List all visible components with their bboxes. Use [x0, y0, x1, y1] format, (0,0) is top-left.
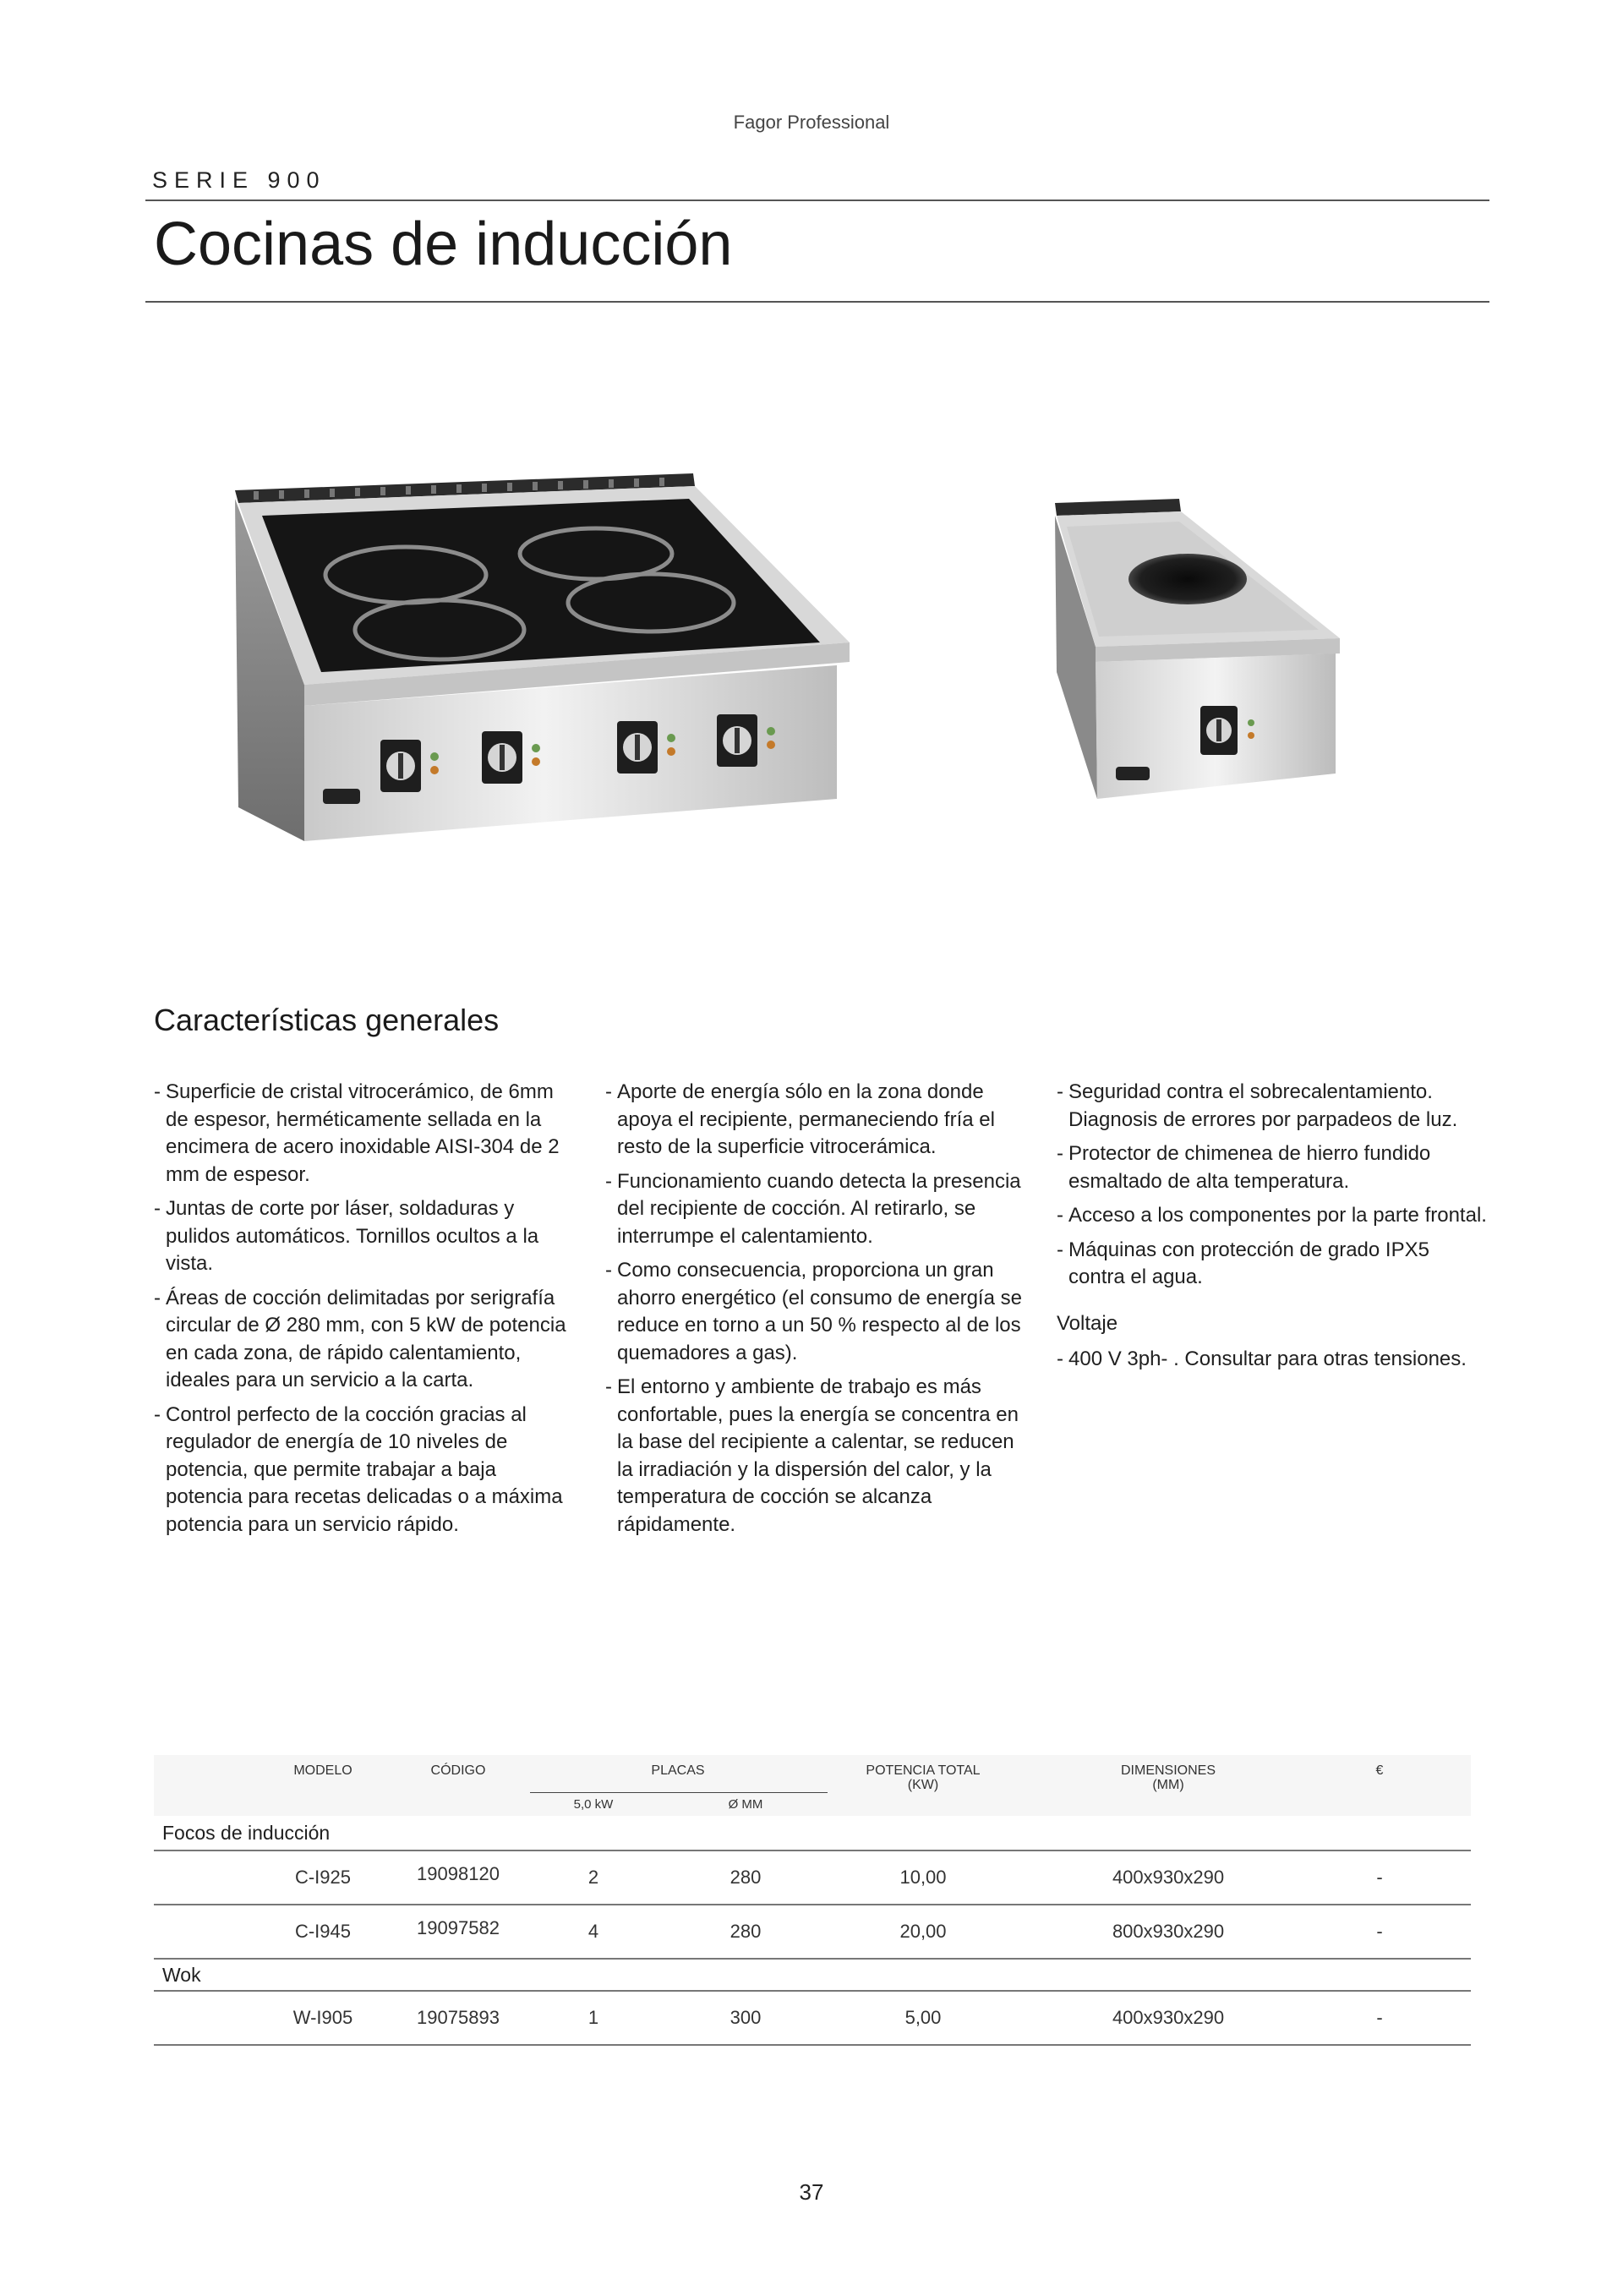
header-placas-kw: 5,0 kW [573, 1797, 614, 1812]
feature-item: - Aporte de energía sólo en la zona donde apoya el recipiente, permaneciendo fría el resto de la superficie vitrocerámica. [605, 1079, 1026, 1162]
feature-item: - Funcionamiento cuando detecta la presencia del recipiente de cocción. Al retirarlo, se interrumpe el calentamiento. [605, 1168, 1026, 1251]
cell-modelo: C-I945 [294, 1921, 352, 1942]
header-modelo: MODELO [293, 1763, 352, 1778]
cell-dimensiones: 800x930x290 [1112, 1921, 1225, 1942]
feature-item: - Acceso a los componentes por la parte frontal. [1057, 1202, 1488, 1230]
table-row [154, 1904, 1471, 1958]
header-placas-mm: Ø MM [728, 1797, 763, 1812]
cell-codigo: 19098120 [417, 1863, 500, 1884]
header-dimensiones [1084, 1763, 1253, 1792]
four-zone-induction-cooktop-image [228, 469, 854, 850]
cell-placas: 2 [587, 1867, 599, 1888]
category-row: Focos de inducción [162, 1822, 331, 1844]
features-column-1 [154, 1079, 568, 1545]
cell-potencia: 10,00 [899, 1867, 947, 1888]
cell-codigo: 19075893 [417, 2007, 500, 2028]
cell-mm: 300 [730, 2007, 762, 2028]
cell-precio: - [1376, 1921, 1383, 1942]
header-precio: € [1375, 1763, 1384, 1778]
header-potencia-label: POTENCIA TOTAL [866, 1763, 981, 1778]
feature-item: - Control perfecto de la cocción gracias al regulador de energía de 10 niveles de potencia, que permite trabajar a baja potencia para recetas delicadas o a máxima potencia para un servicio rápido. [154, 1402, 568, 1539]
cell-codigo: 19097582 [417, 1917, 500, 1938]
cell-mm: 280 [730, 1867, 762, 1888]
header-divider-top [145, 200, 1489, 201]
table-header [154, 1755, 1471, 1816]
cell-dimensiones: 400x930x290 [1112, 1867, 1225, 1888]
features-column-3 [1057, 1079, 1488, 1380]
cell-placas: 1 [587, 2007, 599, 2028]
cell-dimensiones: 400x930x290 [1112, 2007, 1225, 2028]
wok-induction-cooktop-image [1048, 495, 1352, 807]
cell-mm: 280 [730, 1921, 762, 1942]
feature-item: - Superficie de cristal vitrocerámico, de 6mm de espesor, herméticamente sellada en la encimera de acero inoxidable AISI-304 de 2 mm de espesor. [154, 1079, 568, 1189]
feature-item: - Protector de chimenea de hierro fundido esmaltado de alta temperatura. [1057, 1140, 1488, 1195]
cell-precio: - [1376, 2007, 1383, 2028]
header-potencia-unit: (KW) [907, 1778, 939, 1792]
header-codigo: CÓDIGO [430, 1763, 486, 1778]
page-number: 37 [799, 2179, 824, 2205]
cell-potencia: 5,00 [904, 2007, 942, 2028]
cell-modelo: W-I905 [292, 2007, 353, 2028]
features-title: Características generales [154, 1003, 500, 1037]
voltage-item: - 400 V 3ph- . Consultar para otras tensiones. [1057, 1346, 1488, 1374]
table-row [154, 1990, 1471, 2046]
cell-modelo: C-I925 [294, 1867, 352, 1888]
features-column-2 [605, 1079, 1026, 1545]
header-dimensiones-unit: (MM) [1152, 1778, 1184, 1792]
feature-item: - Seguridad contra el sobrecalentamiento. Diagnosis de errores por parpadeos de luz. [1057, 1079, 1488, 1134]
header-dimensiones-label: DIMENSIONES [1120, 1763, 1216, 1778]
feature-item: - Máquinas con protección de grado IPX5 contra el agua. [1057, 1237, 1488, 1292]
models-table [154, 1755, 1471, 2046]
header-divider-bottom [145, 301, 1489, 303]
table-row [154, 1850, 1471, 1904]
header-potencia [830, 1763, 1016, 1792]
feature-item: - Como consecuencia, proporciona un gran ahorro energético (el consumo de energía se reduce en torno a un 50 % respecto al de los quemadores a gas). [605, 1257, 1026, 1367]
cell-placas: 4 [587, 1921, 599, 1942]
feature-item: - Juntas de corte por láser, soldaduras y pulidos automáticos. Tornillos ocultos a la vista. [154, 1195, 568, 1278]
page-title: Cocinas de inducción [154, 210, 733, 278]
series-label: SERIE 900 [152, 167, 326, 193]
feature-item: - Áreas de cocción delimitadas por serigrafía circular de Ø 280 mm, con 5 kW de potencia en cada zona, de rápido calentamiento, ideales para un servicio a la carta. [154, 1285, 568, 1395]
header-placas: PLACAS [651, 1763, 705, 1778]
placas-divider [530, 1792, 828, 1793]
category-row: Wok [154, 1958, 1471, 1990]
feature-item: - El entorno y ambiente de trabajo es más confortable, pues la energía se concentra en la base del recipiente a calentar, se reducen la irradiación y la dispersión del calor, y la temperatura de cocción se alcanza rápidamente. [605, 1374, 1026, 1539]
cell-precio: - [1376, 1867, 1383, 1888]
cell-potencia: 20,00 [899, 1921, 947, 1942]
voltage-title: Voltaje [1057, 1311, 1118, 1335]
brand-name: Fagor Professional [733, 112, 890, 133]
